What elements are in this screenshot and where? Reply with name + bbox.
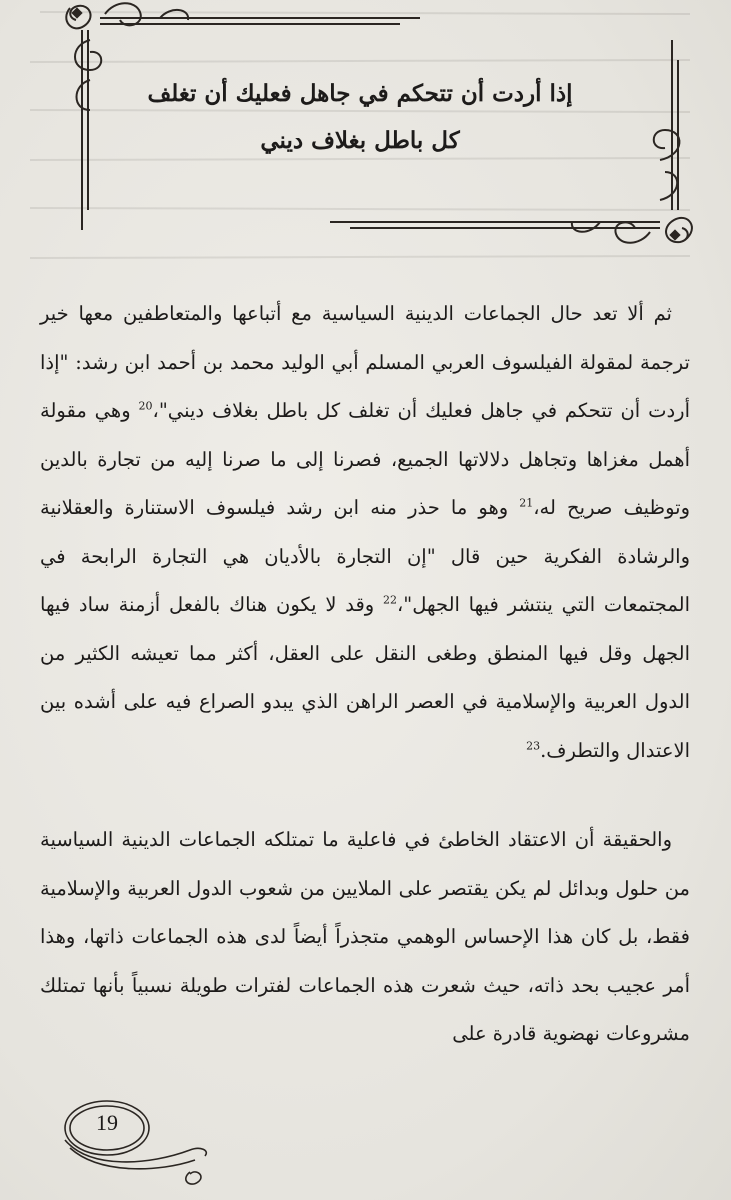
- footnote-ref-20: 20: [138, 399, 153, 413]
- paragraph-2: [40, 816, 690, 1059]
- footnote-ref-21: 21: [519, 496, 534, 510]
- paragraph-1-part-4: وقد لا يكون هناك بالفعل أزمنة ساد فيها الجهل وقل فيها المنطق وطغى النقل على العقل، أكثر مما تعيشه الكثير من الدول العربية والإسلامية في العصر الراهن الذي يبدو الصراع فيه على أشده بين الاعتدال والتطرف.: [40, 593, 690, 762]
- quote-line-2: كل باطل بغلاف ديني: [260, 127, 460, 154]
- paragraph-1: [40, 290, 690, 775]
- paragraph-1-part-3: وهو ما حذر منه ابن رشد فيلسوف الاستنارة والعقلانية والرشادة الفكرية حين قال "إن التجارة بالأديان هي التجارة الرابحة في المجتمعات التي ينتشر فيها الجهل"،: [40, 496, 691, 616]
- page-number: 19: [96, 1110, 118, 1135]
- quote-line-1: إذا أردت أن تتحكم في جاهل فعليك أن تغلف: [147, 80, 573, 107]
- paragraph-2-text: والحقيقة أن الاعتقاد الخاطئ في فاعلية ما تمتلكه الجماعات الدينية السياسية من حلول وبدائل لم يكن يقتصر على الملايين من شعوب الدول العربية والإسلامية فقط، بل كان هذا الإحساس الوهمي متجذراً أيضاً لدى هذه الجماعات ذاتها، وهذا أمر عجيب بحد ذاته، حيث شعرت هذه الجماعات لفترات طويلة نسبياً بأنها تمتلك مشروعات نهضوية قادرة على: [40, 828, 690, 1045]
- footnote-ref-23: 23: [526, 739, 541, 752]
- paragraph-1-part-2: وهي مقولة أهمل مغزاها وتجاهل دلالاتها الجميع، فصرنا إلى ما صرنا إليه من تجارة بالدين وتوظيف صريح له،: [40, 399, 690, 519]
- footnote-ref-22: 22: [382, 593, 397, 607]
- paragraph-1-part-1: ثم ألا تعد حال الجماعات الدينية السياسية مع أتباعها والمتعاطفين معها خير ترجمة لمقولة الفيلسوف العربي المسلم أبي الوليد محمد بن أحمد ابن رشد: "إذا أردت أن تتحكم في جاهل فعليك أن تغلف كل باطل بغلاف ديني"،: [40, 302, 690, 422]
- quote-ornamental-frame: [60, 0, 700, 250]
- page-number-ornament: [40, 1090, 220, 1190]
